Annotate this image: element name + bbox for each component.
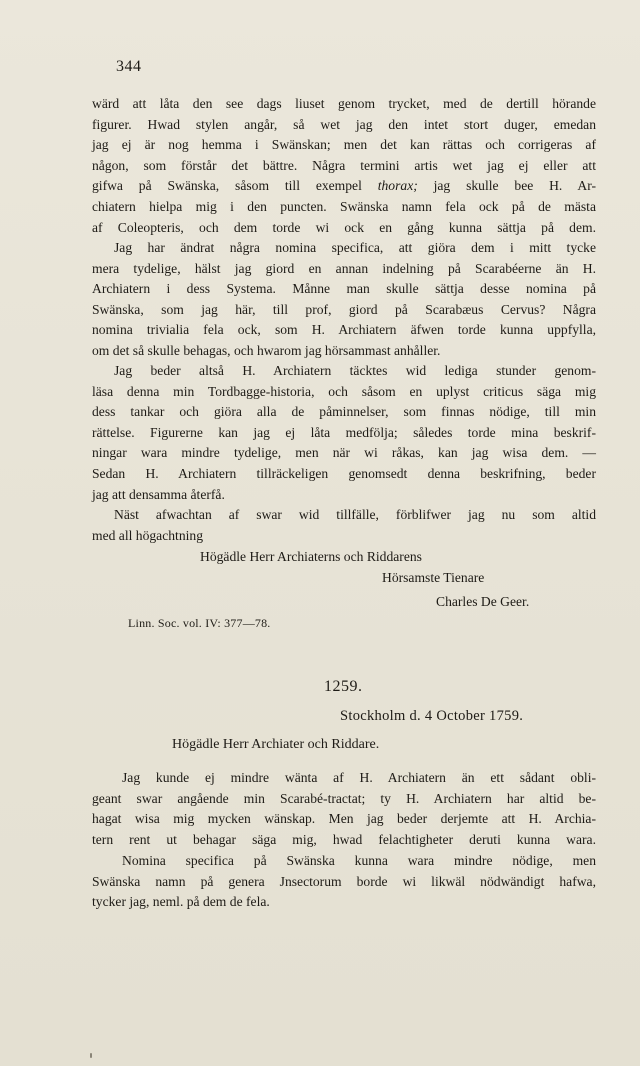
signature: Charles De Geer.: [436, 594, 530, 609]
text-line: figurer. Hwad stylen angår, så wet jag den intet stort duger, emedan: [92, 116, 596, 132]
text-line: ningar wara mindre tydelige, men när wi råkas, kan jag wisa dem. —: [92, 445, 596, 461]
text-line: Swänska namn på genera Jnsectorum borde wi likwäl nödwändigt hafwa,: [92, 873, 596, 889]
text-line: rättelse. Figurerne kan jag ej låta medfölja; således torde mina beskrif-: [92, 424, 596, 440]
text-line-with-italic: [92, 176, 596, 197]
closing-servant: Hörsamste Tienare: [382, 570, 485, 585]
text-line: Archiatern i dess Systema. Månne man skulle sättja desse nomina på: [92, 281, 596, 297]
text-line: hagat wisa mig mycken wänskap. Men jag beder derjemte att H. Archia-: [92, 811, 596, 827]
text-line: läsa denna min Tordbagge-historia, och såsom en uplyst criticus säga mig: [92, 383, 596, 399]
text-line: tycker jag, neml. på dem de fela.: [92, 894, 270, 910]
source-reference: Linn. Soc. vol. IV: 377—78.: [128, 616, 271, 630]
page-number: 344: [116, 58, 142, 75]
text-line: jag ej är nog hemma i Swänskan; men det kan rättas och corrigeras af: [92, 137, 596, 153]
text-line: Nomina specifica på Swänska kunna wara mindre nödige, men: [122, 853, 596, 868]
text-line: Jag kunde ej mindre wänta af H. Archiatern än ett sådant obli-: [122, 770, 596, 785]
text-line: af Coleopteris, och dem torde wi ock en gång kunna sättja på dem.: [92, 219, 596, 235]
text-line: tern rent ut behagar säga mig, hwad felachtigheter deruti kunna wara.: [92, 831, 596, 847]
paragraph-1: [92, 94, 596, 238]
paragraph-3: [92, 361, 596, 505]
text-line: någon, som förstår det bättre. Några termini artis wet jag ej eller att: [92, 157, 596, 173]
text-line: nomina trivialia fela ock, som H. Archiatern äfwen torde kunna uppfylla,: [92, 322, 596, 338]
text-line: mera tydelige, hälst jag giord en annan indelning på Scarabéerne än H.: [92, 260, 596, 276]
text-line: om det så skulle behagas, och hwarom jag hörsammast anhåller.: [92, 342, 441, 358]
paragraph-2: [92, 238, 596, 362]
text-line: med all högachtning: [92, 527, 203, 543]
text-line: wärd att låta den see dags liuset genom trycket, med de dertill hörande: [92, 96, 596, 111]
text-line: geant swar angående min Scarabé-tractat; ty H. Archiatern har altid be-: [92, 790, 596, 806]
text-fragment: gifwa på Swänska, såsom till exempel: [92, 178, 362, 194]
text-line: Sedan H. Archiatern tillräckeligen genomsedt denna beskrifning, beder: [92, 465, 596, 481]
text-line: chiatern hielpa mig i den puncten. Swänska namn fela ock på de mästa: [92, 198, 596, 214]
text-line: jag att densamma återfå.: [92, 486, 225, 502]
text-line: Jag beder altså H. Archiatern täcktes wid lediga stunder genom-: [114, 363, 596, 378]
text-line: Jag har ändrat några nomina specifica, att giöra dem i mitt tycke: [114, 240, 596, 255]
paper-speck: [90, 1053, 92, 1058]
text-fragment: jag skulle bee H. Ar-: [433, 178, 597, 194]
letter-number: 1259.: [324, 678, 363, 695]
closing-formula: Högädle Herr Archiaterns och Riddarens: [200, 549, 422, 564]
text-line: Swänska, som jag här, till prof, giord på Scarabæus Cervus? Några: [92, 301, 596, 317]
italic-term: thorax;: [377, 178, 418, 194]
text-line: dess tankar och giöra alla de påminnelser, som finnas nödige, till min: [92, 404, 596, 420]
text-line: Näst afwachtan af swar wid tillfälle, förblifwer jag nu som altid: [114, 507, 596, 522]
paragraph-4: [92, 505, 596, 546]
salutation: Högädle Herr Archiater och Riddare.: [172, 737, 380, 752]
paragraph-5: [92, 768, 596, 850]
paragraph-6: [92, 851, 596, 913]
dateline: Stockholm d. 4 October 1759.: [340, 708, 524, 724]
